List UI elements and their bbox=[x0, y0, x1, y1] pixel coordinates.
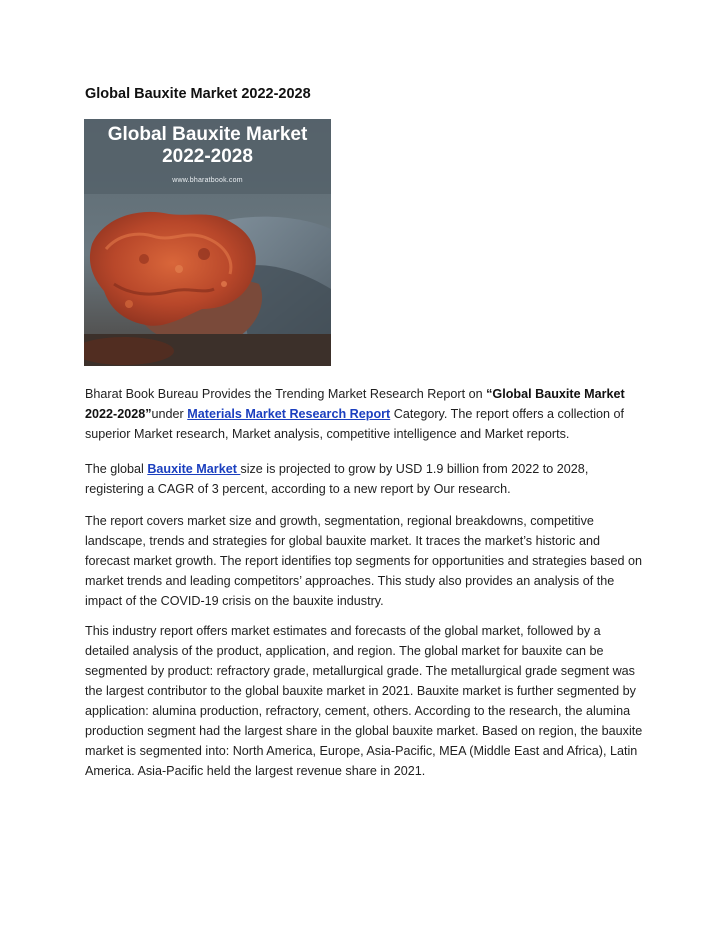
hero-url: www.bharatbook.com bbox=[172, 177, 243, 184]
paragraph-market-size bbox=[85, 459, 645, 499]
intro-text-b: under bbox=[151, 407, 188, 421]
paragraph-industry-report: This industry report offers market estimates and forecasts of the global market, followed by a detailed analysis of the product, application, and region. The global market for bauxite can be segmented by product: refractory grade, metallurgical grade. The metallurgical grade segment was the largest contributor to the global bauxite market in 2021. Bauxite market is further segmented by application: alumina production, refractory, cement, others. According to the research, the alumina production segment had the largest share in the global bauxite market. Based on region, the bauxite market is segmented into: North America, Europe, Asia-Pacific, MEA (Middle East and Africa), Latin America. Asia-Pacific held the largest revenue share in 2021. bbox=[85, 624, 643, 778]
hero-image bbox=[84, 119, 331, 366]
market-size-text-a: The global bbox=[85, 462, 148, 476]
market-size-text-b: size is projected to grow by USD 1.9 billion from 2022 to 2028, registering a CAGR of 3 percent, according to a new report by Our research. bbox=[85, 462, 589, 496]
intro-text-a: Bharat Book Bureau Provides the Trending Market Research Report on bbox=[85, 387, 487, 401]
materials-report-link[interactable]: Materials Market Research Report bbox=[187, 407, 391, 421]
paragraph-report-coverage: The report covers market size and growth, segmentation, regional breakdowns, competitive landscape, trends and strategies for global bauxite market. It traces the market’s historic and forecast market growth. The report identifies top segments for opportunities and strategies based on market trends and leading competitors’ approaches. This study also provides an analysis of the impact of the COVID-19 crisis on the bauxite industry. bbox=[85, 514, 642, 608]
hero-title-line1: Global Bauxite Market bbox=[107, 124, 308, 145]
intro-text-c: Category. The report offers a collection of superior Market research, Market analysis, competitive intelligence and Market reports. bbox=[85, 407, 625, 441]
paragraph-intro bbox=[85, 384, 645, 444]
intro-report-title: “Global Bauxite Market 2022-2028” bbox=[85, 387, 625, 421]
bauxite-market-link[interactable]: Bauxite Market bbox=[147, 462, 241, 476]
hero-title-line2: 2022-2028 bbox=[162, 146, 253, 167]
page-title: Global Bauxite Market 2022-2028 bbox=[85, 86, 311, 102]
